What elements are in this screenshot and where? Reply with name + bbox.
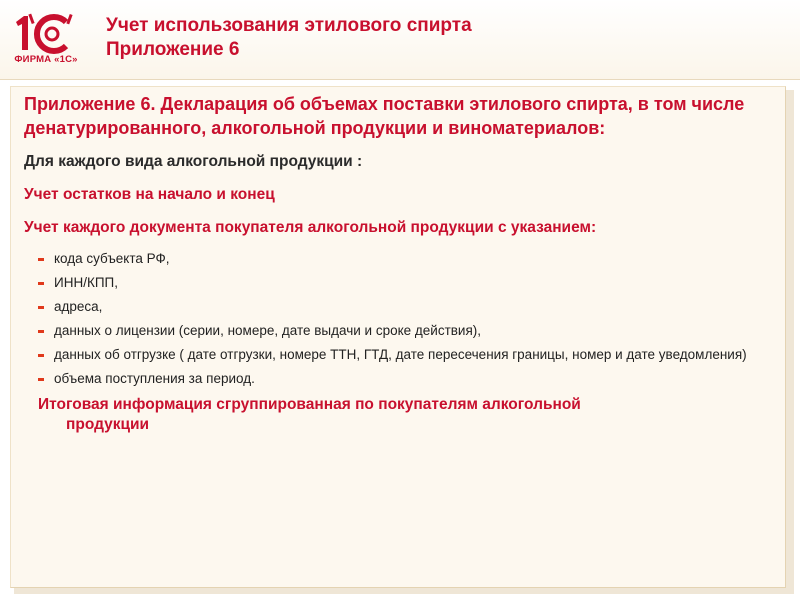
page-title-line1: Учет использования этилового спирта <box>106 15 472 36</box>
list-item: адреса, <box>24 299 774 315</box>
page-title-line2: Приложение 6 <box>106 39 240 60</box>
list-item: данных о лицензии (серии, номере, дате выдачи и сроке действия), <box>24 323 774 339</box>
page-title <box>106 14 472 62</box>
header <box>0 0 800 80</box>
list-item: данных об отгрузке ( дате отгрузки, номере ТТН, ГТД, дате пересечения границы, номер и дате уведомления) <box>24 347 774 363</box>
bullet-icon <box>38 282 44 285</box>
per-product-subheading: Для каждого вида алкогольной продукции : <box>24 153 363 170</box>
declaration-heading: Приложение 6. Декларация об объемах поставки этилового спирта, в том числе денатурированного, алкогольной продукции и виноматериалов: <box>24 94 745 138</box>
summary-line1: Итоговая информация сгруппированная по покупателям алкогольной <box>38 396 581 413</box>
summary-text <box>38 395 774 435</box>
list-item: ИНН/КПП, <box>24 275 774 291</box>
content <box>24 92 774 435</box>
logo-1c-mark-icon <box>8 8 84 54</box>
bullet-icon <box>38 258 44 261</box>
header-divider <box>0 79 800 80</box>
details-list <box>24 251 774 387</box>
bullet-icon <box>38 306 44 309</box>
documents-point: Учет каждого документа покупателя алкогольной продукции с указанием: <box>24 219 597 236</box>
balance-point: Учет остатков на начало и конец <box>24 186 275 203</box>
logo-1c <box>8 8 84 72</box>
list-item: объема поступления за период. <box>24 371 774 387</box>
bullet-icon <box>38 354 44 357</box>
bullet-icon <box>38 378 44 381</box>
bullet-icon <box>38 330 44 333</box>
summary-line2: продукции <box>66 416 150 433</box>
logo-caption: ФИРМА «1С» <box>14 54 78 65</box>
list-item: кода субъекта РФ, <box>24 251 774 267</box>
